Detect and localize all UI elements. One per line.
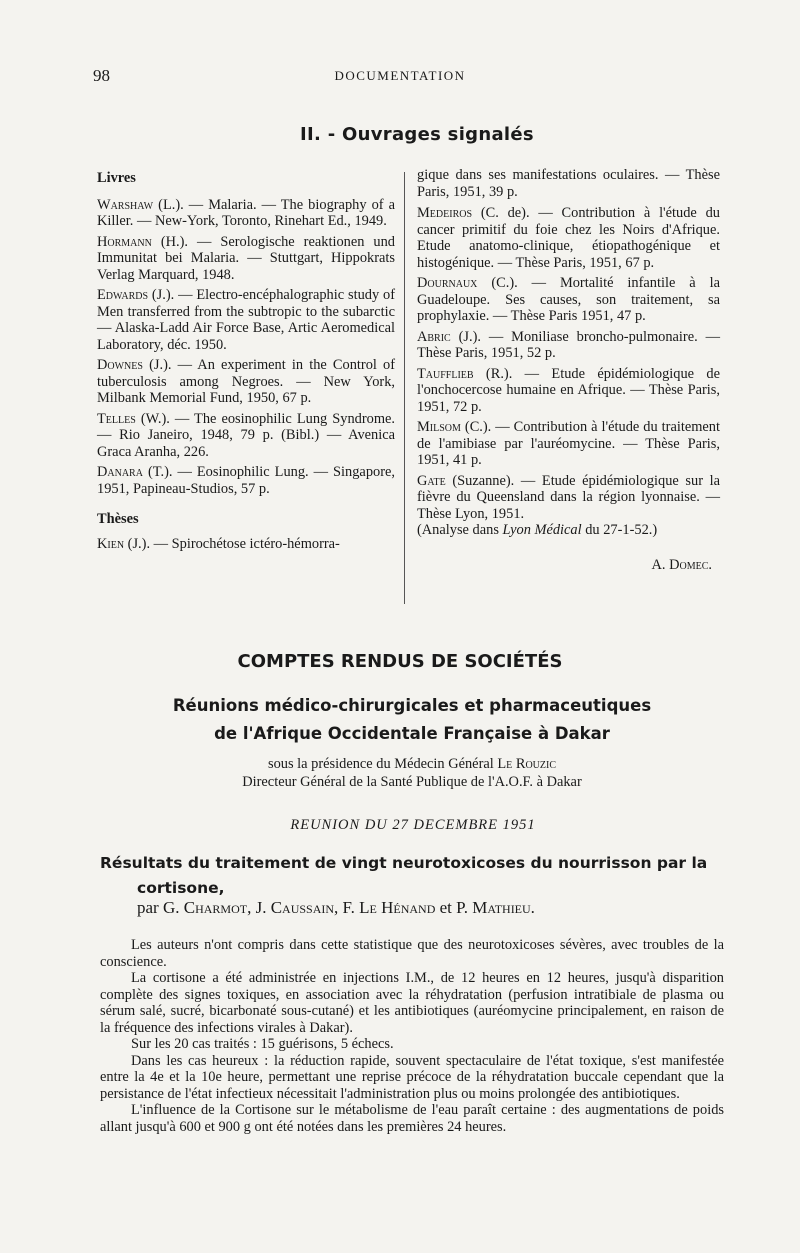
entry-author: Dournaux [417, 275, 478, 291]
entry-author: Warshaw [97, 196, 154, 213]
section-title: II. - Ouvrages signalés [300, 124, 534, 145]
entry-author: Abric [417, 328, 451, 345]
presidence-prefix: sous la présidence du Médecin Général [267, 756, 498, 772]
book-entry [97, 197, 395, 230]
directeur-line: Directeur Général de la Santé Publique de l'A.O.F. à Dakar [242, 774, 582, 790]
entry-author: Edwards [97, 287, 149, 303]
entry-author: Medeiros [417, 205, 473, 221]
entry-author: Telles [97, 410, 136, 427]
entry-author: Kien [97, 535, 125, 552]
entry-text: (C. de). — Contribution à l'étude du cancer primitif du foie chez les Noirs d'Afrique. Etude anatomo-clinique, étiopathogénique et histogénique. — Thèse Paris, 1951, 67 p. [417, 205, 720, 271]
thesis-entry [417, 366, 720, 416]
entry-text: (W.). — The eosinophilic Lung Syndrome. — Rio Janeiro, 1948, 79 p. (Bibl.) — Avenica Graca Aranha, 226. [97, 410, 395, 460]
article-title [100, 851, 730, 901]
livres-heading: Livres [97, 170, 136, 186]
column-divider [404, 172, 405, 604]
body-paragraph: Sur les 20 cas traités : 15 guérisons, 5 échecs. [131, 1036, 394, 1052]
analyse-suffix: du 27-1-52.) [581, 522, 658, 538]
thesis-entry [417, 275, 720, 325]
entry-text: (J.). — Spirochétose ictéro-hémorra- [124, 535, 340, 552]
thesis-entry [97, 536, 395, 553]
entry-text: (R.). — Etude épidémiologique de l'onchocercose humaine en Afrique. — Thèse Paris, 1951, 72 p. [417, 365, 720, 415]
entry-text: (Suzanne). — Etude épidémiologique sur la fièvre du Queensland dans la région lyonnaise. — Thèse Lyon, 1951. [417, 472, 720, 522]
entry-text: (C.). — Contribution à l'étude du traitement de l'amibiase par l'auréomycine. — Thèse Paris, 1951, 41 p. [417, 419, 720, 468]
review-signature: A. Domec. [651, 556, 712, 573]
meeting-date: REUNION DU 27 DECEMBRE 1951 [290, 817, 536, 833]
thesis-entry [417, 329, 720, 362]
byline-par: par [137, 898, 163, 917]
comptes-rendus-title: COMPTES RENDUS DE SOCIÉTÉS [237, 651, 563, 672]
body-paragraph: Les auteurs n'ont compris dans cette statistique que des neurotoxicoses sévères, avec troubles de la conscience. [100, 937, 724, 970]
entry-author: Taufflieb [417, 365, 474, 382]
entry-text: (T.). — Eosinophilic Lung. — Singapore, 1951, Papineau-Studios, 57 p. [97, 464, 395, 497]
book-entry [97, 464, 395, 497]
entry-text: (J.). — An experiment in the Control of tuberculosis among Negroes. — New York, Milbank Memorial Fund, 1950, 67 p. [97, 357, 395, 406]
article-title-line-1: Résultats du traitement de vingt neurotoxicoses du nourrisson par la [100, 854, 708, 872]
book-entry [97, 234, 395, 284]
theses-heading: Thèses [97, 511, 139, 527]
reunions-title-line-2: de l'Afrique Occidentale Française à Dakar [214, 724, 610, 743]
byline-et: et [435, 898, 457, 917]
entry-author: Downes [97, 357, 143, 373]
book-entry [97, 357, 395, 407]
analyse-prefix: (Analyse dans [417, 522, 503, 538]
thesis-entry [417, 473, 720, 539]
thesis-entry [417, 205, 720, 271]
book-entry [97, 287, 395, 353]
right-column [417, 167, 720, 573]
byline-last-author: P. Mathieu. [456, 898, 535, 917]
article-byline [137, 898, 535, 918]
entry-author: Danara [97, 464, 143, 480]
entry-text: (J.). — Electro-encéphalographic study of Men transferred from the subtropic to the subarctic — Alaska-Ladd Air Force Base, Artic Aeromedical Laboratory, déc. 1950. [97, 287, 395, 353]
body-paragraph: Dans les cas heureux : la réduction rapide, souvent spectaculaire de l'état toxique, s'est manifestée entre la 4e et la 10e heure, permettant une reprise précoce de la réhydratation buccale cependant que la persistance de l'état infectieux nécessitait l'administration plus ou moins prolongée des antibiotiques. [100, 1052, 724, 1102]
running-head: DOCUMENTATION [334, 68, 466, 83]
thesis-continuation: gique dans ses manifestations oculaires. — Thèse Paris, 1951, 39 p. [417, 167, 720, 200]
presidence-line [0, 756, 800, 773]
entry-author: Gate [417, 472, 446, 489]
reunions-title-line-1: Réunions médico-chirurgicales et pharmaceutiques [172, 696, 652, 715]
left-column [97, 167, 395, 556]
entry-author: Milsom [417, 419, 461, 435]
body-paragraph: La cortisone a été administrée en injections I.M., de 12 heures en 12 heures, jusqu'à disparition complète des signes toxiques, en association avec la réhydratation (perfusion intratibiale de plasma ou sérum salé, sucré, bicarbonaté sous-cutané) et les antibiotiques (auréomycine principalement, en raison de la fréquence des infections virales à Dakar). [100, 970, 724, 1036]
body-paragraph: L'influence de la Cortisone sur le métabolisme de l'eau paraît certaine : des augmentations de poids allant jusqu'à 600 et 900 g ont été notées dans les premières 24 heures. [100, 1102, 724, 1135]
article-title-line-2: cortisone, [137, 879, 225, 897]
entry-author: Hormann [97, 233, 152, 250]
president-name: Le Rouzic [497, 756, 557, 772]
entry-text: (L.). — Malaria. — The biography of a Killer. — New-York, Toronto, Rinehart Ed., 1949. [97, 196, 395, 229]
article-body [100, 937, 724, 1135]
entry-text: (C.). — Mortalité infantile à la Guadeloupe. Ses causes, son traitement, sa prophylaxie. — Thèse Paris 1951, 47 p. [417, 275, 720, 324]
book-entry [97, 411, 395, 461]
analyse-journal: Lyon Médical [502, 522, 582, 538]
livres-list [97, 197, 395, 498]
entry-text: (H.). — Serologische reaktionen und Immunitat bei Malaria. — Stuttgart, Hippokrats Verlag Marquard, 1948. [97, 233, 395, 283]
entry-text: (J.). — Moniliase broncho-pulmonaire. — Thèse Paris, 1951, 52 p. [417, 328, 720, 361]
thesis-entry [417, 419, 720, 469]
byline-authors: G. Charmot, J. Caussain, F. Le Hénand [162, 898, 436, 917]
page-number: 98 [93, 66, 110, 85]
